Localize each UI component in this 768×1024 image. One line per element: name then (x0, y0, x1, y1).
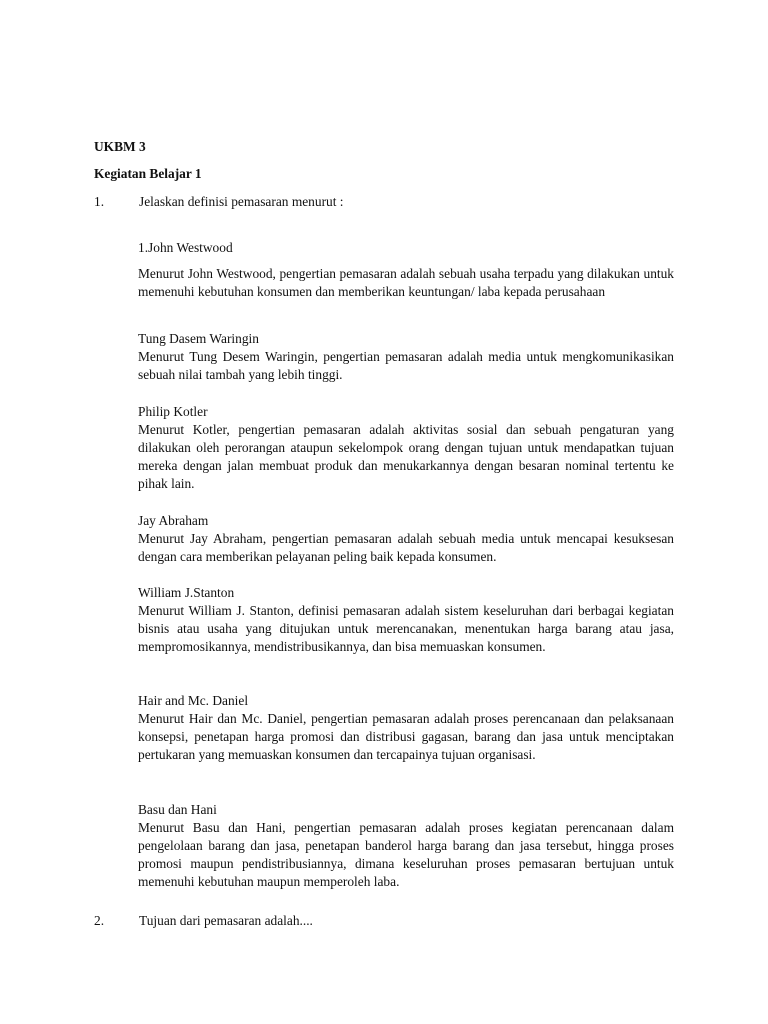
question-number: 2. (94, 913, 105, 928)
definition-item (138, 692, 674, 764)
definition-item (138, 239, 674, 301)
definition-name: Basu dan Hani (138, 802, 217, 817)
definition-text: Menurut Tung Desem Waringin, pengertian pemasaran adalah media untuk mengkomunikasikan sebuah nilai tambah yang lebih tinggi. (138, 349, 674, 382)
definition-item (138, 801, 674, 891)
document-title: UKBM 3 (94, 139, 146, 154)
question-number: 1. (94, 194, 105, 209)
question-text: Tujuan dari pemasaran adalah.... (139, 913, 313, 928)
definition-text: Menurut Jay Abraham, pengertian pemasaran adalah sebuah media untuk mencapai kesuksesan dengan cara memberikan pelayanan peling baik kepada konsumen. (138, 531, 674, 564)
definition-text: Menurut Hair dan Mc. Daniel, pengertian pemasaran adalah proses perencanaan dan pelaksanaan konsepsi, penetapan harga promosi dan distribusi gagasan, barang dan jasa untuk menciptakan pertukaran yang memuaskan konsumen dan tercapainya tujuan organisasi. (138, 711, 674, 762)
question-text: Jelaskan definisi pemasaran menurut : (139, 194, 344, 209)
definition-item (138, 584, 674, 656)
definition-name: Jay Abraham (138, 513, 209, 528)
definition-name: Hair and Mc. Daniel (138, 693, 249, 708)
definition-item (138, 403, 674, 493)
definition-item (138, 330, 674, 384)
definition-item (138, 512, 674, 566)
definition-text: Menurut William J. Stanton, definisi pemasaran adalah sistem keseluruhan dari berbagai kegiatan bisnis atau usaha yang ditujukan untuk merencanakan, menentukan harga barang atau jasa, mempromosikannya, mendistribusikannya, dan bisa memuaskan konsumen. (138, 603, 674, 654)
definition-name: William J.Stanton (138, 585, 235, 600)
definition-name: Tung Dasem Waringin (138, 331, 259, 346)
definition-name: 1.John Westwood (138, 240, 233, 255)
definition-name: Philip Kotler (138, 404, 208, 419)
definition-text: Menurut John Westwood, pengertian pemasaran adalah sebuah usaha terpadu yang dilakukan untuk memenuhi kebutuhan konsumen dan memberikan keuntungan/ laba kepada perusahaan (138, 266, 674, 299)
definition-text: Menurut Basu dan Hani, pengertian pemasaran adalah proses kegiatan perencanaan dalam pengelolaan barang dan jasa, penetapan banderol harga barang dan jasa tersebut, hingga proses promosi maupun pendistribusiannya, dimana keseluruhan proses pemasaran bertujuan untuk memenuhi kebutuhan maupun memperoleh laba. (138, 820, 674, 889)
document-subtitle: Kegiatan Belajar 1 (94, 166, 202, 181)
definition-text: Menurut Kotler, pengertian pemasaran adalah aktivitas sosial dan sebuah pengaturan yang dilakukan oleh perorangan ataupun sekelompok orang dengan tujuan untuk mendapatkan tujuan mereka dengan jalan membuat produk dan menukarkannya dengan besaran nominal tertentu ke pihak lain. (138, 422, 674, 491)
